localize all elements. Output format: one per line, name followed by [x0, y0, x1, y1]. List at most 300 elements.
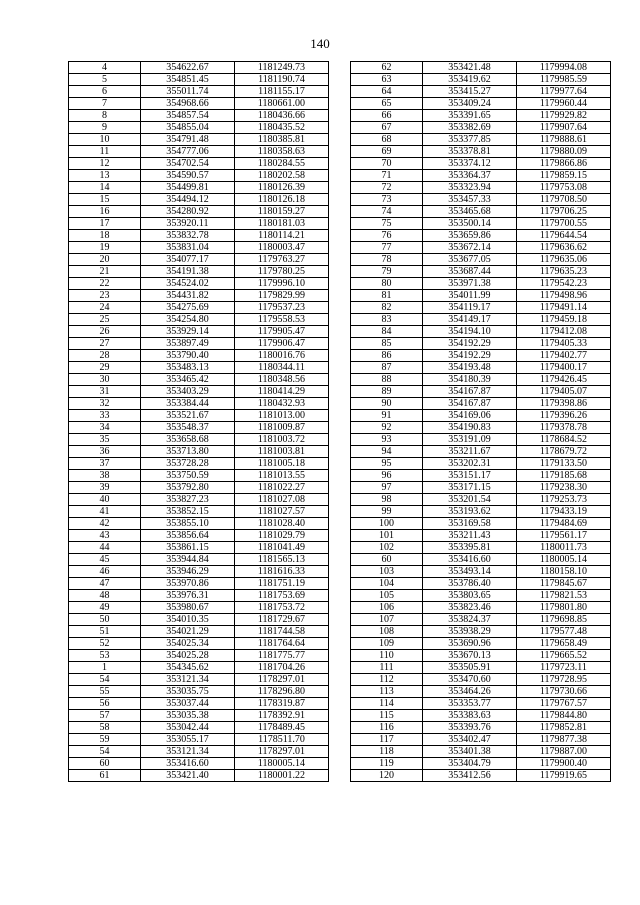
point-number-cell: 72	[351, 182, 423, 194]
x-coordinate-cell: 354021.29	[141, 626, 235, 638]
y-coordinate-cell: 1180348.56	[235, 374, 329, 386]
point-number-cell: 65	[351, 98, 423, 110]
table-row	[351, 62, 611, 74]
table-row	[69, 650, 329, 662]
table-row	[351, 290, 611, 302]
point-number-cell: 15	[69, 194, 141, 206]
point-number-cell: 17	[69, 218, 141, 230]
y-coordinate-cell: 1179700.55	[517, 218, 611, 230]
point-number-cell: 89	[351, 386, 423, 398]
y-coordinate-cell: 1179877.38	[517, 734, 611, 746]
x-coordinate-cell: 353393.76	[423, 722, 517, 734]
y-coordinate-cell: 1180661.00	[235, 98, 329, 110]
point-number-cell: 16	[69, 206, 141, 218]
table-row	[351, 638, 611, 650]
x-coordinate-cell: 354777.06	[141, 146, 235, 158]
point-number-cell: 118	[351, 746, 423, 758]
y-coordinate-cell: 1180016.76	[235, 350, 329, 362]
x-coordinate-cell: 353382.69	[423, 122, 517, 134]
table-row	[351, 770, 611, 782]
y-coordinate-cell: 1181249.73	[235, 62, 329, 74]
table-row	[69, 530, 329, 542]
point-number-cell: 97	[351, 482, 423, 494]
point-number-cell: 32	[69, 398, 141, 410]
x-coordinate-cell: 353364.37	[423, 170, 517, 182]
point-number-cell: 117	[351, 734, 423, 746]
y-coordinate-cell: 1179658.49	[517, 638, 611, 650]
point-number-cell: 80	[351, 278, 423, 290]
point-number-cell: 26	[69, 326, 141, 338]
y-coordinate-cell: 1178297.01	[235, 746, 329, 758]
x-coordinate-cell: 354857.54	[141, 110, 235, 122]
x-coordinate-cell: 354855.04	[141, 122, 235, 134]
point-number-cell: 35	[69, 434, 141, 446]
point-number-cell: 53	[69, 650, 141, 662]
x-coordinate-cell: 353823.46	[423, 602, 517, 614]
x-coordinate-cell: 353465.42	[141, 374, 235, 386]
x-coordinate-cell: 353211.67	[423, 446, 517, 458]
x-coordinate-cell: 353191.09	[423, 434, 517, 446]
y-coordinate-cell: 1179852.81	[517, 722, 611, 734]
y-coordinate-cell: 1180011.73	[517, 542, 611, 554]
point-number-cell: 100	[351, 518, 423, 530]
x-coordinate-cell: 353391.65	[423, 110, 517, 122]
y-coordinate-cell: 1179859.15	[517, 170, 611, 182]
table-row	[351, 662, 611, 674]
table-row	[69, 506, 329, 518]
table-row	[69, 722, 329, 734]
x-coordinate-cell: 354524.02	[141, 278, 235, 290]
y-coordinate-cell: 1181753.72	[235, 602, 329, 614]
y-coordinate-cell: 1179801.80	[517, 602, 611, 614]
table-row	[351, 266, 611, 278]
x-coordinate-cell: 354149.17	[423, 314, 517, 326]
point-number-cell: 92	[351, 422, 423, 434]
y-coordinate-cell: 1181764.64	[235, 638, 329, 650]
table-row	[351, 74, 611, 86]
point-number-cell: 101	[351, 530, 423, 542]
point-number-cell: 105	[351, 590, 423, 602]
y-coordinate-cell: 1181022.27	[235, 482, 329, 494]
x-coordinate-cell: 354191.38	[141, 266, 235, 278]
y-coordinate-cell: 1180005.14	[235, 758, 329, 770]
table-row	[69, 734, 329, 746]
y-coordinate-cell: 1179537.23	[235, 302, 329, 314]
y-coordinate-cell: 1181029.79	[235, 530, 329, 542]
y-coordinate-cell: 1179753.08	[517, 182, 611, 194]
point-number-cell: 41	[69, 506, 141, 518]
point-number-cell: 7	[69, 98, 141, 110]
y-coordinate-cell: 1180432.93	[235, 398, 329, 410]
table-row	[351, 422, 611, 434]
y-coordinate-cell: 1179723.11	[517, 662, 611, 674]
table-row	[351, 254, 611, 266]
y-coordinate-cell: 1179929.82	[517, 110, 611, 122]
table-row	[69, 638, 329, 650]
point-number-cell: 69	[351, 146, 423, 158]
y-coordinate-cell: 1178392.91	[235, 710, 329, 722]
point-number-cell: 24	[69, 302, 141, 314]
x-coordinate-cell: 354275.69	[141, 302, 235, 314]
table-row	[351, 674, 611, 686]
point-number-cell: 54	[69, 674, 141, 686]
x-coordinate-cell: 353035.38	[141, 710, 235, 722]
table-row	[69, 326, 329, 338]
point-number-cell: 106	[351, 602, 423, 614]
point-number-cell: 98	[351, 494, 423, 506]
y-coordinate-cell: 1181616.33	[235, 566, 329, 578]
table-row	[69, 578, 329, 590]
y-coordinate-cell: 1179780.25	[235, 266, 329, 278]
table-row	[69, 314, 329, 326]
y-coordinate-cell: 1181009.87	[235, 422, 329, 434]
y-coordinate-cell: 1179561.17	[517, 530, 611, 542]
point-number-cell: 99	[351, 506, 423, 518]
x-coordinate-cell: 353464.26	[423, 686, 517, 698]
y-coordinate-cell: 1178684.52	[517, 434, 611, 446]
x-coordinate-cell: 354494.12	[141, 194, 235, 206]
point-number-cell: 43	[69, 530, 141, 542]
x-coordinate-cell: 354345.62	[141, 662, 235, 674]
x-coordinate-cell: 353323.94	[423, 182, 517, 194]
table-row	[351, 122, 611, 134]
y-coordinate-cell: 1179133.50	[517, 458, 611, 470]
table-row	[69, 230, 329, 242]
y-coordinate-cell: 1179763.27	[235, 254, 329, 266]
table-row	[351, 410, 611, 422]
x-coordinate-cell: 353944.84	[141, 554, 235, 566]
table-row	[351, 110, 611, 122]
point-number-cell: 114	[351, 698, 423, 710]
x-coordinate-cell: 353402.47	[423, 734, 517, 746]
y-coordinate-cell: 1180003.47	[235, 242, 329, 254]
x-coordinate-cell: 353786.40	[423, 578, 517, 590]
x-coordinate-cell: 353790.40	[141, 350, 235, 362]
table-row	[351, 134, 611, 146]
table-row	[351, 530, 611, 542]
y-coordinate-cell: 1181751.19	[235, 578, 329, 590]
x-coordinate-cell: 353401.38	[423, 746, 517, 758]
x-coordinate-cell: 353384.44	[141, 398, 235, 410]
point-number-cell: 25	[69, 314, 141, 326]
x-coordinate-cell: 354119.17	[423, 302, 517, 314]
x-coordinate-cell: 354193.48	[423, 362, 517, 374]
table-row	[69, 254, 329, 266]
x-coordinate-cell: 353374.12	[423, 158, 517, 170]
point-number-cell: 48	[69, 590, 141, 602]
point-number-cell: 47	[69, 578, 141, 590]
x-coordinate-cell: 353938.29	[423, 626, 517, 638]
y-coordinate-cell: 1181744.58	[235, 626, 329, 638]
table-row	[351, 602, 611, 614]
point-number-cell: 66	[351, 110, 423, 122]
x-coordinate-cell: 353658.68	[141, 434, 235, 446]
point-number-cell: 116	[351, 722, 423, 734]
x-coordinate-cell: 353415.27	[423, 86, 517, 98]
point-number-cell: 112	[351, 674, 423, 686]
table-row	[69, 158, 329, 170]
y-coordinate-cell: 1181775.77	[235, 650, 329, 662]
table-row	[69, 746, 329, 758]
table-row	[69, 122, 329, 134]
y-coordinate-cell: 1179730.66	[517, 686, 611, 698]
x-coordinate-cell: 353193.62	[423, 506, 517, 518]
x-coordinate-cell: 353169.58	[423, 518, 517, 530]
y-coordinate-cell: 1179888.61	[517, 134, 611, 146]
point-number-cell: 34	[69, 422, 141, 434]
point-number-cell: 79	[351, 266, 423, 278]
point-number-cell: 119	[351, 758, 423, 770]
x-coordinate-cell: 354791.48	[141, 134, 235, 146]
point-number-cell: 21	[69, 266, 141, 278]
table-row	[351, 506, 611, 518]
x-coordinate-cell: 353897.49	[141, 338, 235, 350]
x-coordinate-cell: 353470.60	[423, 674, 517, 686]
x-coordinate-cell: 353670.13	[423, 650, 517, 662]
x-coordinate-cell: 353395.81	[423, 542, 517, 554]
table-row	[351, 746, 611, 758]
table-row	[69, 554, 329, 566]
table-row	[351, 590, 611, 602]
y-coordinate-cell: 1181565.13	[235, 554, 329, 566]
y-coordinate-cell: 1179994.08	[517, 62, 611, 74]
y-coordinate-cell: 1179728.95	[517, 674, 611, 686]
x-coordinate-cell: 353483.13	[141, 362, 235, 374]
y-coordinate-cell: 1178296.80	[235, 686, 329, 698]
x-coordinate-cell: 354011.99	[423, 290, 517, 302]
point-number-cell: 58	[69, 722, 141, 734]
table-row	[351, 314, 611, 326]
x-coordinate-cell: 353121.34	[141, 746, 235, 758]
point-number-cell: 68	[351, 134, 423, 146]
point-number-cell: 64	[351, 86, 423, 98]
y-coordinate-cell: 1179960.44	[517, 98, 611, 110]
y-coordinate-cell: 1179577.48	[517, 626, 611, 638]
point-number-cell: 75	[351, 218, 423, 230]
table-row	[69, 242, 329, 254]
y-coordinate-cell: 1179866.86	[517, 158, 611, 170]
y-coordinate-cell: 1179459.18	[517, 314, 611, 326]
y-coordinate-cell: 1180159.27	[235, 206, 329, 218]
table-row	[69, 170, 329, 182]
x-coordinate-cell: 353831.04	[141, 242, 235, 254]
table-row	[351, 170, 611, 182]
table-row	[351, 458, 611, 470]
point-number-cell: 12	[69, 158, 141, 170]
point-number-cell: 42	[69, 518, 141, 530]
table-row	[69, 458, 329, 470]
x-coordinate-cell: 353421.40	[141, 770, 235, 782]
y-coordinate-cell: 1181027.57	[235, 506, 329, 518]
x-coordinate-cell: 353659.86	[423, 230, 517, 242]
table-row	[351, 242, 611, 254]
y-coordinate-cell: 1179767.57	[517, 698, 611, 710]
point-number-cell: 62	[351, 62, 423, 74]
point-number-cell: 14	[69, 182, 141, 194]
y-coordinate-cell: 1179636.62	[517, 242, 611, 254]
x-coordinate-cell: 353202.31	[423, 458, 517, 470]
y-coordinate-cell: 1180414.29	[235, 386, 329, 398]
point-number-cell: 52	[69, 638, 141, 650]
y-coordinate-cell: 1179405.07	[517, 386, 611, 398]
x-coordinate-cell: 354167.87	[423, 398, 517, 410]
y-coordinate-cell: 1181013.55	[235, 470, 329, 482]
point-number-cell: 95	[351, 458, 423, 470]
table-row	[351, 374, 611, 386]
x-coordinate-cell: 353383.63	[423, 710, 517, 722]
table-row	[69, 362, 329, 374]
x-coordinate-cell: 353493.14	[423, 566, 517, 578]
table-row	[351, 542, 611, 554]
y-coordinate-cell: 1179426.45	[517, 374, 611, 386]
table-row	[351, 278, 611, 290]
point-number-cell: 40	[69, 494, 141, 506]
x-coordinate-cell: 355011.74	[141, 86, 235, 98]
x-coordinate-cell: 353672.14	[423, 242, 517, 254]
point-number-cell: 120	[351, 770, 423, 782]
x-coordinate-cell: 353421.48	[423, 62, 517, 74]
table-row	[69, 590, 329, 602]
table-row	[351, 194, 611, 206]
x-coordinate-cell: 353713.80	[141, 446, 235, 458]
y-coordinate-cell: 1179378.78	[517, 422, 611, 434]
table-row	[69, 110, 329, 122]
point-number-cell: 57	[69, 710, 141, 722]
x-coordinate-cell: 353803.65	[423, 590, 517, 602]
point-number-cell: 45	[69, 554, 141, 566]
x-coordinate-cell: 353416.60	[423, 554, 517, 566]
x-coordinate-cell: 353412.56	[423, 770, 517, 782]
y-coordinate-cell: 1179906.47	[235, 338, 329, 350]
point-number-cell: 6	[69, 86, 141, 98]
table-row	[351, 482, 611, 494]
y-coordinate-cell: 1179433.19	[517, 506, 611, 518]
point-number-cell: 76	[351, 230, 423, 242]
table-row	[69, 290, 329, 302]
y-coordinate-cell: 1180435.52	[235, 122, 329, 134]
point-number-cell: 108	[351, 626, 423, 638]
coordinates-table-left	[68, 61, 329, 782]
table-row	[351, 578, 611, 590]
table-row	[351, 398, 611, 410]
x-coordinate-cell: 353855.10	[141, 518, 235, 530]
point-number-cell: 71	[351, 170, 423, 182]
point-number-cell: 84	[351, 326, 423, 338]
y-coordinate-cell: 1179412.08	[517, 326, 611, 338]
table-row	[351, 614, 611, 626]
y-coordinate-cell: 1180126.18	[235, 194, 329, 206]
table-row	[69, 206, 329, 218]
table-row	[69, 602, 329, 614]
table-row	[69, 302, 329, 314]
point-number-cell: 13	[69, 170, 141, 182]
table-row	[351, 710, 611, 722]
point-number-cell: 5	[69, 74, 141, 86]
table-row	[69, 434, 329, 446]
point-number-cell: 78	[351, 254, 423, 266]
page-number: 140	[310, 36, 330, 51]
x-coordinate-cell: 353500.14	[423, 218, 517, 230]
table-row	[351, 434, 611, 446]
table-row	[351, 362, 611, 374]
y-coordinate-cell: 1179996.10	[235, 278, 329, 290]
point-number-cell: 109	[351, 638, 423, 650]
table-row	[351, 518, 611, 530]
point-number-cell: 38	[69, 470, 141, 482]
point-number-cell: 39	[69, 482, 141, 494]
y-coordinate-cell: 1179405.33	[517, 338, 611, 350]
point-number-cell: 81	[351, 290, 423, 302]
point-number-cell: 49	[69, 602, 141, 614]
point-number-cell: 36	[69, 446, 141, 458]
table-row	[69, 398, 329, 410]
y-coordinate-cell: 1179400.17	[517, 362, 611, 374]
x-coordinate-cell: 353690.96	[423, 638, 517, 650]
table-row	[69, 146, 329, 158]
x-coordinate-cell: 354280.92	[141, 206, 235, 218]
point-number-cell: 60	[351, 554, 423, 566]
table-row	[69, 710, 329, 722]
table-row	[69, 770, 329, 782]
x-coordinate-cell: 354190.83	[423, 422, 517, 434]
point-number-cell: 20	[69, 254, 141, 266]
y-coordinate-cell: 1179907.64	[517, 122, 611, 134]
table-row	[69, 686, 329, 698]
y-coordinate-cell: 1180385.81	[235, 134, 329, 146]
point-number-cell: 83	[351, 314, 423, 326]
y-coordinate-cell: 1179542.23	[517, 278, 611, 290]
point-number-cell: 9	[69, 122, 141, 134]
point-number-cell: 19	[69, 242, 141, 254]
y-coordinate-cell: 1178679.72	[517, 446, 611, 458]
x-coordinate-cell: 354192.29	[423, 338, 517, 350]
x-coordinate-cell: 353505.91	[423, 662, 517, 674]
point-number-cell: 44	[69, 542, 141, 554]
y-coordinate-cell: 1179396.26	[517, 410, 611, 422]
table-row	[351, 494, 611, 506]
point-number-cell: 107	[351, 614, 423, 626]
table-row	[351, 722, 611, 734]
y-coordinate-cell: 1180284.55	[235, 158, 329, 170]
table-row	[69, 494, 329, 506]
y-coordinate-cell: 1181729.67	[235, 614, 329, 626]
table-row	[351, 98, 611, 110]
y-coordinate-cell: 1181753.69	[235, 590, 329, 602]
x-coordinate-cell: 354431.82	[141, 290, 235, 302]
y-coordinate-cell: 1180005.14	[517, 554, 611, 566]
x-coordinate-cell: 354590.57	[141, 170, 235, 182]
y-coordinate-cell: 1179185.68	[517, 470, 611, 482]
y-coordinate-cell: 1179558.53	[235, 314, 329, 326]
x-coordinate-cell: 354169.06	[423, 410, 517, 422]
point-number-cell: 27	[69, 338, 141, 350]
x-coordinate-cell: 353827.23	[141, 494, 235, 506]
y-coordinate-cell: 1179905.47	[235, 326, 329, 338]
point-number-cell: 61	[69, 770, 141, 782]
point-number-cell: 74	[351, 206, 423, 218]
table-row	[351, 158, 611, 170]
y-coordinate-cell: 1181028.40	[235, 518, 329, 530]
x-coordinate-cell: 353035.75	[141, 686, 235, 698]
table-row	[351, 230, 611, 242]
x-coordinate-cell: 354702.54	[141, 158, 235, 170]
table-row	[351, 386, 611, 398]
table-row	[351, 446, 611, 458]
x-coordinate-cell: 353121.34	[141, 674, 235, 686]
point-number-cell: 63	[351, 74, 423, 86]
x-coordinate-cell: 353403.29	[141, 386, 235, 398]
table-row	[351, 758, 611, 770]
